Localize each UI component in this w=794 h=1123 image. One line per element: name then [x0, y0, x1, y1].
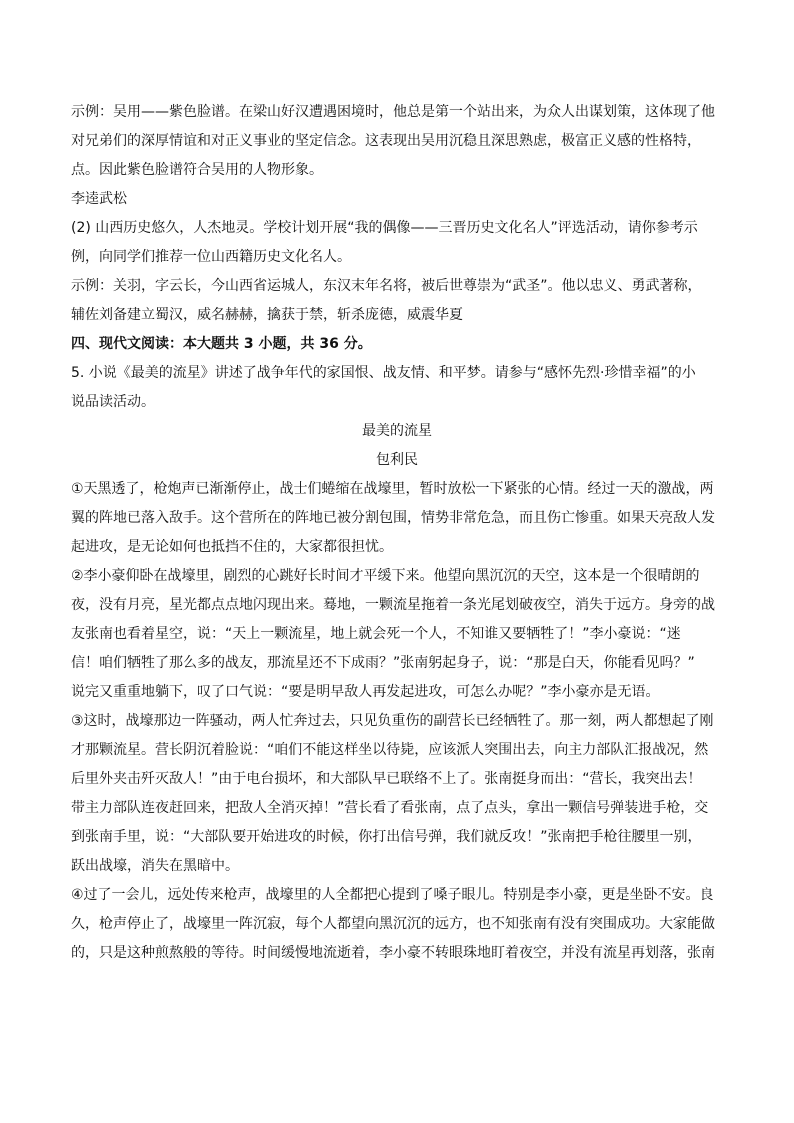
text-line: 夜，没有月亮，星光都点点地闪现出来。蓦地，一颗流星拖着一条光尾划破夜空，消失于远方。身旁的战: [71, 597, 715, 613]
text-line: 点。因此紫色脸谱符合吴用的人物形象。: [71, 162, 323, 178]
text-line: 最美的流星: [362, 423, 432, 439]
text-line: 带主力部队连夜赶回来，把敌人全消灭掉！”营长看了看张南，点了点头，拿出一颗信号弹装进手枪，交: [71, 800, 709, 816]
text-line: 例，向同学们推荐一位山西籍历史文化名人。: [71, 249, 351, 265]
text-line: 后里外夹击歼灭敌人！”由于电台损坏，和大部队早已联络不上了。张南挺身而出：“营长，我突出去！: [71, 771, 702, 787]
paragraph: [71, 881, 723, 968]
text-line: ②李小豪仰卧在战壕里，剧烈的心跳好长时间才平缓下来。他望向黑沉沉的天空，这本是一个很晴朗的: [71, 568, 700, 584]
text-line: 起进攻，是无论如何也抵挡不住的，大家都很担忧。: [71, 539, 393, 555]
text-line: 四、现代文阅读：本大题共 3 小题，共 36 分。: [71, 336, 372, 352]
text-line: 李逵武松: [71, 191, 127, 207]
paragraph: [71, 707, 723, 881]
text-line: 跃出战壕，消失在黑暗中。: [71, 858, 239, 874]
text-line: 才那颗流星。营长阴沉着脸说：“咱们不能这样坐以待毙，应该派人突围出去，向主力部队汇报战况，然: [71, 742, 709, 758]
text-line: 示例：关羽，字云长，今山西省运城人，东汉末年名将，被后世尊崇为“武圣”。他以忠义、勇武著称，: [71, 278, 702, 294]
text-line: ①天黑透了，枪炮声已渐渐停止，战士们蜷缩在战壕里，暂时放松一下紧张的心情。经过一天的激战，两: [71, 481, 714, 497]
text-line: 辅佐刘备建立蜀汉，威名赫赫，擒获于禁，斩杀庞德，威震华夏: [71, 307, 463, 323]
text-line: ④过了一会儿，远处传来枪声，战壕里的人全都把心提到了嗓子眼儿。特别是李小豪，更是坐卧不安。良: [71, 887, 714, 903]
paragraph: [71, 475, 723, 562]
paragraph: [71, 562, 723, 707]
text-line: 的，只是这种煎熬般的等待。时间缓慢地流逝着，李小豪不转眼珠地盯着夜空，并没有流星再划落，张南: [71, 945, 715, 961]
paragraph: [71, 185, 723, 214]
text-line: 久，枪声停止了，战壕里一阵沉寂，每个人都望向黑沉沉的远方，也不知张南有没有突围成功。大家能做: [71, 916, 715, 932]
text-line: 说完又重重地躺下，叹了口气说：“要是明早敌人再发起进攻，可怎么办呢？”李小豪亦是无语。: [71, 684, 660, 700]
paragraph: [71, 98, 723, 185]
document-content: [71, 98, 723, 968]
paragraph: [71, 272, 723, 330]
paragraph: [71, 446, 723, 475]
text-line: ③这时，战壕那边一阵骚动，两人忙奔过去，只见负重伤的副营长已经牺牲了。那一刻，两人都想起了刚: [71, 713, 714, 729]
text-line: 翼的阵地已落入敌手。这个营所在的阵地已被分割包围，情势非常危急，而且伤亡惨重。如果天亮敌人发: [71, 510, 715, 526]
text-line: 友张南也看着星空，说：“天上一颗流星，地上就会死一个人，不知谁又要牺牲了！”李小豪说：“迷: [71, 626, 681, 642]
text-line: 说品读活动。: [71, 394, 155, 410]
text-line: 包利民: [376, 452, 418, 468]
paragraph: [71, 417, 723, 446]
paragraph: [71, 330, 723, 359]
paragraph: [71, 214, 723, 272]
text-line: 5. 小说《最美的流星》讲述了战争年代的家国恨、战友情、和平梦。请参与“感怀先烈·珍惜幸福”的小: [71, 365, 696, 381]
paragraph: [71, 359, 723, 417]
text-line: 信！咱们牺牲了那么多的战友，那流星还不下成雨？”张南躬起身子，说：“那是白天，你能看见吗？”: [71, 655, 695, 671]
text-line: 到张南手里，说：“大部队要开始进攻的时候，你打出信号弹，我们就反攻！”张南把手枪往腰里一别，: [71, 829, 702, 845]
text-line: 示例：吴用——紫色脸谱。在梁山好汉遭遇困境时，他总是第一个站出来，为众人出谋划策，这体现了他: [71, 104, 715, 120]
text-line: 对兄弟们的深厚情谊和对正义事业的坚定信念。这表现出吴用沉稳且深思熟虑，极富正义感的性格特，: [71, 133, 701, 149]
text-line: (2) 山西历史悠久，人杰地灵。学校计划开展“我的偶像——三晋历史文化名人”评选活动，请你参考示: [71, 220, 698, 236]
